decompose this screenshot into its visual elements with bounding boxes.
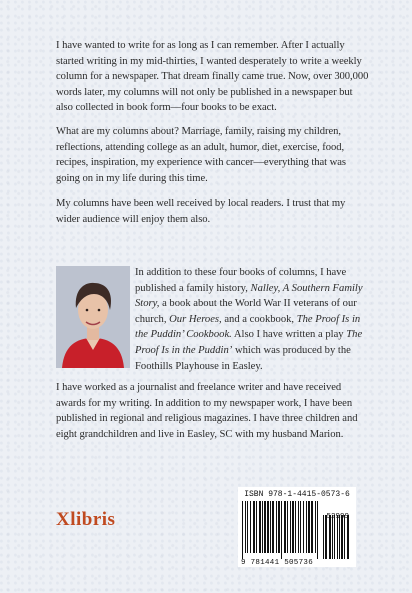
barcode-digits: 9 781441 505736 <box>241 559 314 567</box>
book-title-family-history: Nalley, A Southern Family Story, <box>135 282 363 310</box>
readers-paragraph: My columns have been well received by local readers. I trust that my wider audience will enjoy them also. <box>56 198 346 225</box>
play-title: The Proof Is in the Puddin’ <box>135 329 363 356</box>
columns-topics-paragraph: What are my columns about? Marriage, family, raising my children, reflections, attending college as an adult, humor, diet, exercise, food, recipes, inspiration, my experience with cancer—everything that was going on in my life during this time. <box>56 126 346 184</box>
intro-paragraph: I have wanted to write for as long as I can remember. After I actually started writing in my mid-thirties, I wanted desperately to write a weekly column for a newspaper. That dream finally came true. Now, over 300,000 words later, my columns will not only be published in a newspaper but also collected in book form—four books to be exact. <box>56 40 369 114</box>
author-background-paragraph: I have worked as a journalist and freelance writer and have received awards for my writing. In addition to my newspaper work, I have been published in regional and religious magazines. I have three children and eight grandchildren and live in Easley, SC with my husband Marion. <box>56 382 358 440</box>
isbn-label: ISBN 978-1-4415-0573-6 <box>244 490 350 499</box>
author-bio-paragraph <box>135 265 375 374</box>
barcode-icon <box>241 501 353 559</box>
bio-text: Also I have written a play <box>231 329 347 341</box>
author-portrait-icon <box>56 266 130 368</box>
barcode-bars <box>241 501 353 559</box>
price-code: 52999 <box>326 513 349 521</box>
bio-text: and a cookbook, <box>221 313 297 325</box>
publisher-logo: Xlibris <box>56 509 116 530</box>
bio-text: which was produced by the Foothills Playhouse in Easley. <box>135 344 351 372</box>
book-title-cookbook: The Proof Is in the Puddin’ Cookbook. <box>135 313 361 341</box>
author-photo <box>56 266 130 368</box>
book-title-our-heroes: Our Heroes, <box>169 313 222 325</box>
isbn-barcode <box>238 487 356 567</box>
bio-text: In addition to these four books of columns, I have published a family history, <box>135 267 347 294</box>
bio-text: a book about the World War II veterans of our church, <box>135 298 357 325</box>
